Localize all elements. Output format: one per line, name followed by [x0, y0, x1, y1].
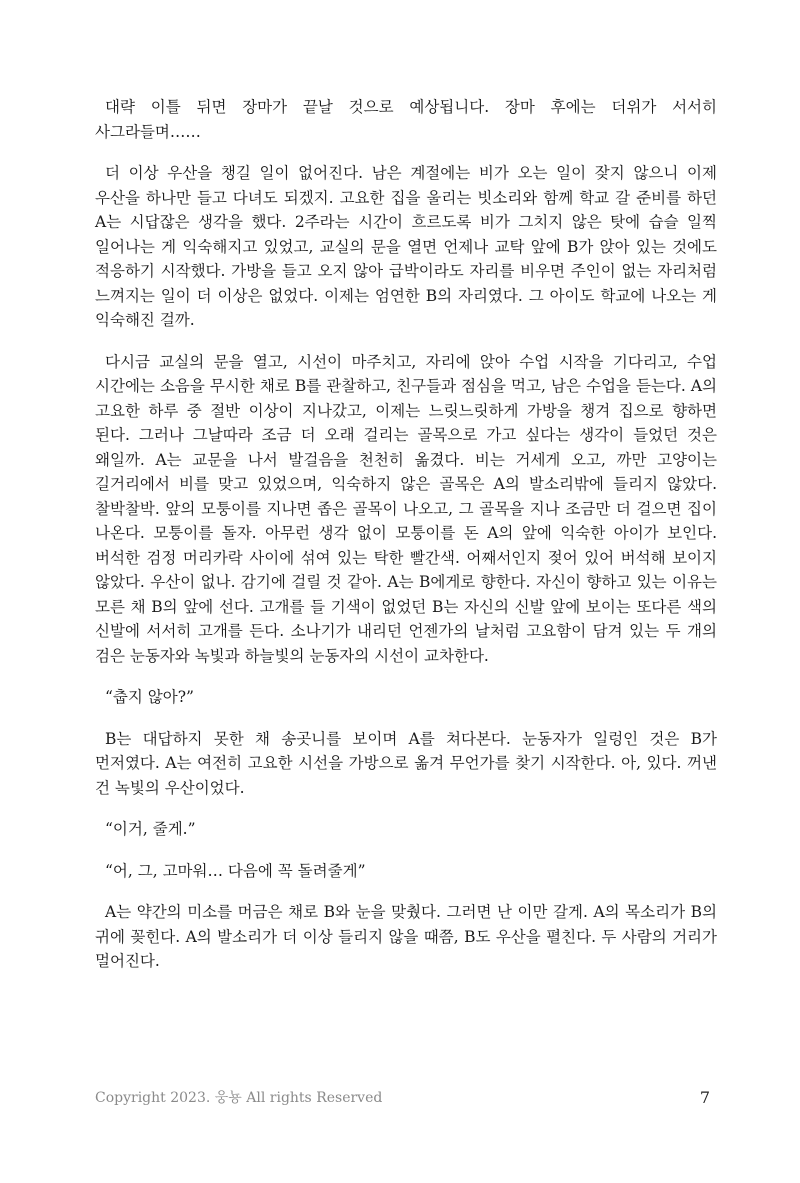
paragraph-1: 대략 이틀 뒤면 장마가 끝날 것으로 예상됩니다. 장마 후에는 더위가 서서히 사그라들며…… [95, 98, 717, 141]
dialogue-3: “어, 그, 고마워… 다음에 꼭 돌려줄게” [105, 861, 366, 880]
dialogue-2: “이거, 줄게.” [105, 820, 196, 838]
page-number: 7 [699, 1087, 710, 1107]
dialogue-1: “춥지 않아?” [105, 688, 194, 706]
copyright-notice: Copyright 2023. 웅뇽 All rights Reserved [95, 1090, 383, 1106]
paragraph-4: B는 대답하지 못한 채 송곳니를 보이며 A를 쳐다본다. 눈동자가 일렁인 것은 B가 먼저였다. A는 여전히 고요한 시선을 가방으로 옮겨 무언가를 찾기 시작한다. 아, 있다. 꺼낸 건 녹빛의 우산이었다. [95, 729, 717, 797]
paragraph-5: A는 약간의 미소를 머금은 채로 B와 눈을 맞췄다. 그러면 난 이만 갈게. A의 목소리가 B의 귀에 꽂힌다. A의 발소리가 더 이상 들리지 않을 때쯤, B도 우산을 펼친다. 두 사람의 거리가 멀어진다. [95, 903, 717, 970]
page-body [95, 95, 717, 991]
paragraph-3: 다시금 교실의 문을 열고, 시선이 마주치고, 자리에 앉아 수업 시작을 기다리고, 수업 시간에는 소음을 무시한 채로 B를 관찰하고, 친구들과 점심을 먹고, 남은 수업을 듣는다. A의 고요한 하루 중 절반 이상이 지나갔고, 이제는 느릿느릿하게 가방을 챙겨 집으로 향하면 된다. 그러나 그날따라 조금 더 오래 걸리는 골목으로 가고 싶다는 생각이 들었던 것은 왜일까. A는 교문을 나서 발걸음을 천천히 옮겼다. 비는 거세게 오고, 까만 고양이는 길거리에서 비를 맞고 있었으며, 익숙하지 않은 골목은 A의 발소리밖에 들리지 않았다. 찰박찰박. 앞의 모퉁이를 지나면 좁은 골목이 나오고, 그 골목을 지나 조금만 더 걸으면 집이 나온다. 모퉁이를 돌자. 아무런 생각 없이 모퉁이를 돈 A의 앞에 익숙한 아이가 보인다. 버석한 검정 머리카락 사이에 섞여 있는 탁한 빨간색. 어째서인지 젖어 있어 버석해 보이지 않았다. 우산이 없나. 감기에 걸릴 것 같아. A는 B에게로 향한다. 자신이 향하고 있는 이유는 모른 채 B의 앞에 선다. 고개를 들 기색이 없었던 B는 자신의 신발 앞에 보이는 또다른 색의 신발에 서서히 고개를 든다. 소나기가 내리던 언젠가의 날처럼 고요함이 담겨 있는 두 개의 검은 눈동자와 녹빛과 하늘빛의 눈동자의 시선이 교차한다. [95, 352, 717, 665]
page-footer [95, 1087, 710, 1107]
paragraph-2: 더 이상 우산을 챙길 일이 없어진다. 남은 계절에는 비가 오는 일이 잦지 않으니 이제 우산을 하나만 들고 다녀도 되겠지. 고요한 집을 울리는 빗소리와 함께 학교 갈 준비를 하던 A는 시답잖은 생각을 했다. 2주라는 시간이 흐르도록 비가 그치지 않은 탓에 습슬 일찍 일어나는 게 익숙해지고 있었고, 교실의 문을 열면 언제나 교탁 앞에 B가 앉아 있는 것에도 적응하기 시작했다. 가방을 들고 오지 않아 급박이라도 자리를 비우면 주인이 없는 자리처럼 느껴지는 일이 더 이상은 없었다. 이제는 엄연한 B의 자리였다. 그 아이도 학교에 나오는 게 익숙해진 걸까. [95, 164, 717, 329]
